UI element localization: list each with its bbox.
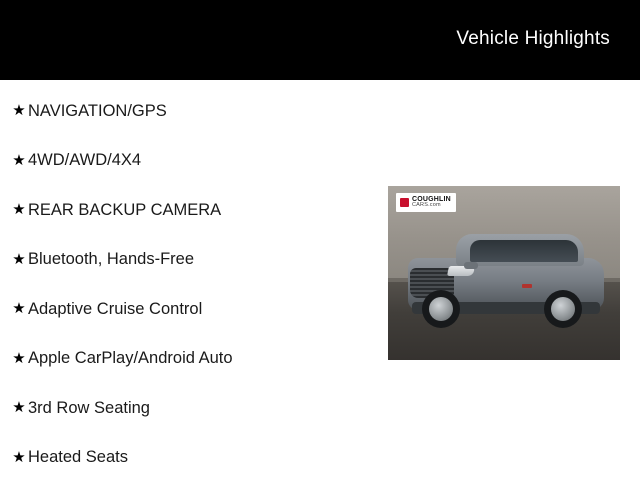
list-item — [0, 383, 380, 433]
feature-label: Heated Seats — [28, 448, 128, 466]
star-icon: ★ — [10, 103, 28, 118]
star-icon: ★ — [10, 252, 28, 267]
feature-label: 4WD/AWD/4X4 — [28, 151, 141, 169]
star-icon: ★ — [10, 450, 28, 465]
suv-illustration — [404, 228, 608, 330]
suv-badge-accent — [522, 284, 532, 288]
dealer-name: COUGHLIN — [412, 196, 451, 203]
feature-label: Adaptive Cruise Control — [28, 300, 202, 318]
suv-mirror — [464, 262, 478, 269]
star-icon: ★ — [10, 351, 28, 366]
feature-label: REAR BACKUP CAMERA — [28, 201, 221, 219]
feature-label: Apple CarPlay/Android Auto — [28, 349, 233, 367]
star-icon: ★ — [10, 400, 28, 415]
feature-label: 3rd Row Seating — [28, 399, 150, 417]
list-item — [0, 235, 380, 285]
star-icon: ★ — [10, 153, 28, 168]
suv-windshield — [470, 240, 578, 262]
list-item — [0, 433, 380, 482]
list-item — [0, 284, 380, 334]
dealer-subtitle: CARS.com — [412, 203, 451, 209]
star-icon: ★ — [10, 301, 28, 316]
vehicle-photo — [388, 186, 620, 360]
feature-list — [0, 86, 380, 482]
feature-label: Bluetooth, Hands-Free — [28, 250, 194, 268]
dealer-mark-icon — [400, 198, 409, 207]
feature-label: NAVIGATION/GPS — [28, 102, 167, 120]
list-item — [0, 334, 380, 384]
dealer-watermark-text — [412, 196, 451, 209]
list-item — [0, 86, 380, 136]
list-item — [0, 185, 380, 235]
page-title: Vehicle Highlights — [456, 28, 610, 50]
dealer-watermark — [396, 193, 456, 212]
list-item — [0, 136, 380, 186]
header-bar — [0, 0, 640, 80]
star-icon: ★ — [10, 202, 28, 217]
suv-rear-wheel — [544, 290, 582, 328]
suv-front-wheel — [422, 290, 460, 328]
